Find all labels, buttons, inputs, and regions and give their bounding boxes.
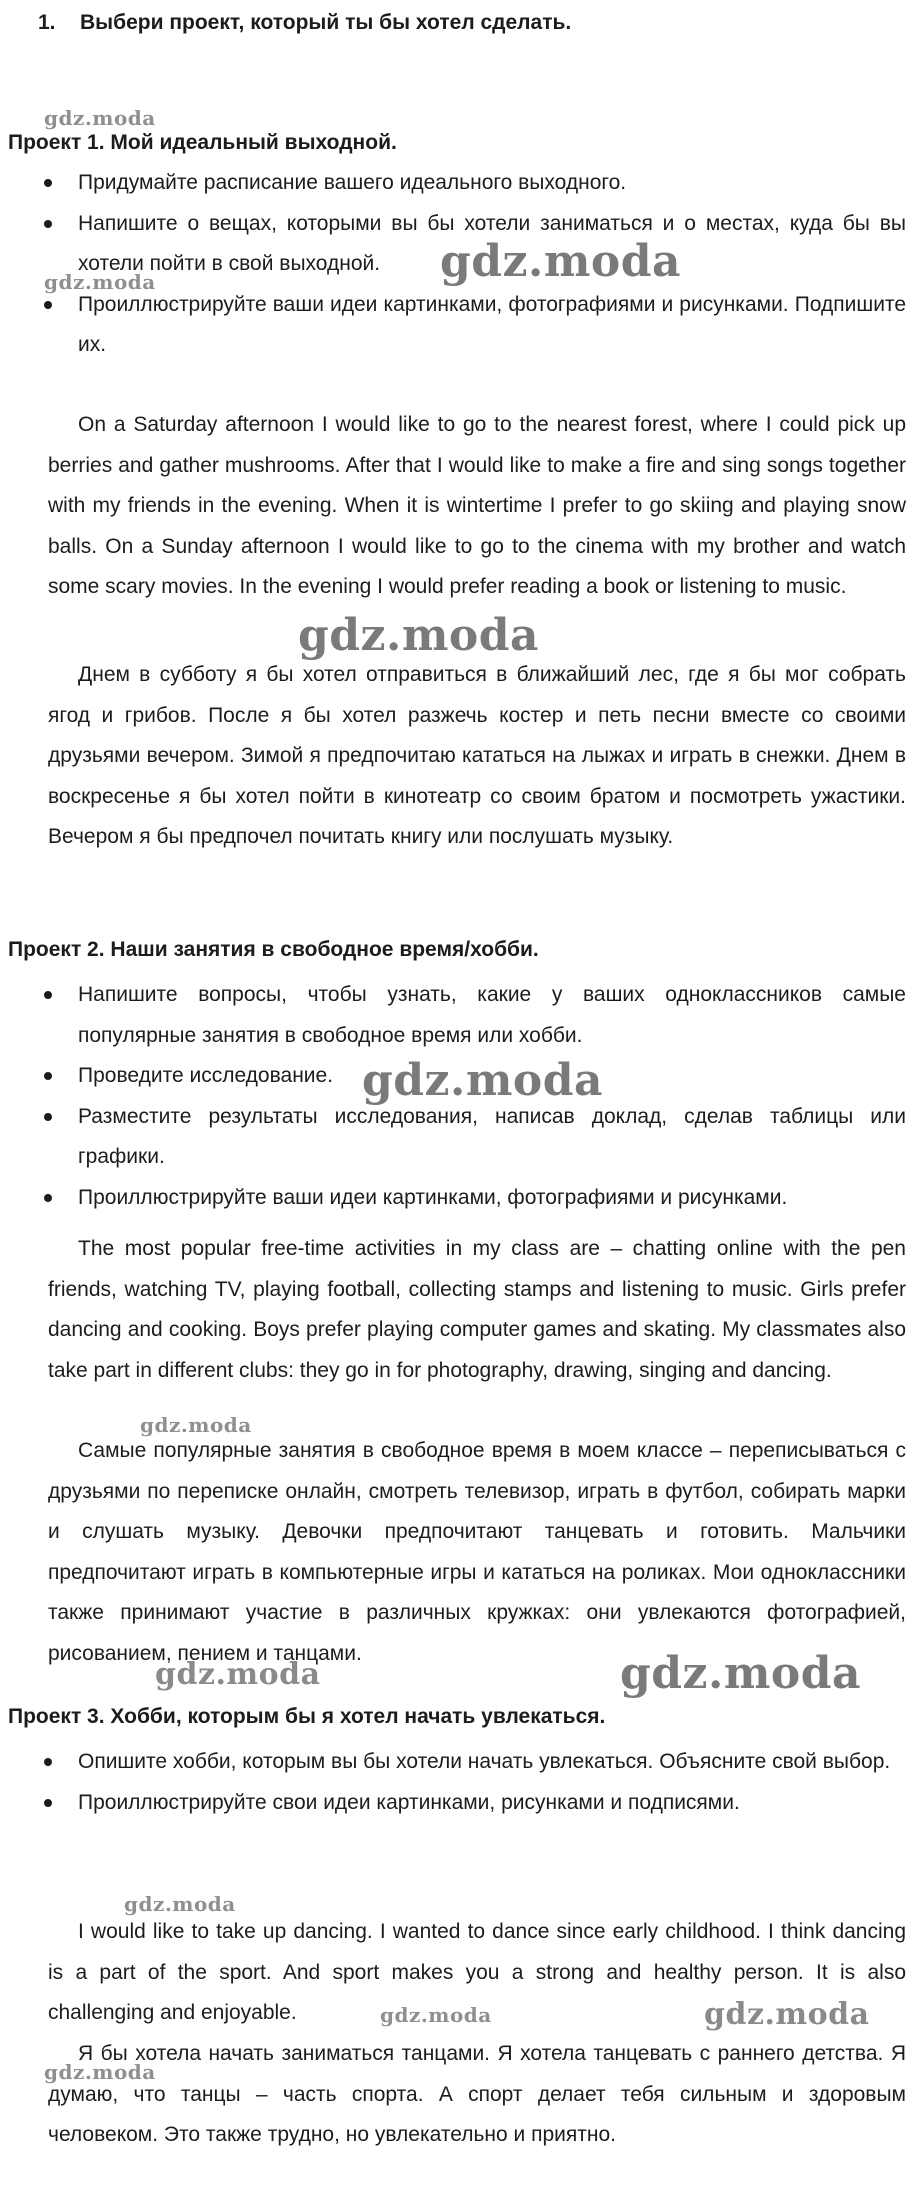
watermark: gdz.moda — [620, 1648, 862, 1699]
list-item: Придумайте расписание вашего идеального выходного. — [44, 163, 906, 204]
project-2-answer-ru: Самые популярные занятия в свободное время в моем классе – переписываться с друзьями по переписке онлайн, смотреть телевизор, играть в футбол, собирать марки и слушать музыку. Девочки предпочитают танцевать и готовить. Мальчики предпочитают играть в компьютерные игры и кататься на роликах. Мои одноклассники также принимают участие в различных кружках: они увлекаются фотографией, рисованием, пением и танцами. — [48, 1439, 906, 1665]
project-2-answer-en: The most popular free-time activities in my class are – chatting online with the pen friends, watching TV, playing football, collecting stamps and listening to music. Girls prefer dancing and cooking. Boys prefer playing computer games and skating. My classmates also take part in different clubs: they go in for photography, drawing, singing and dancing. — [48, 1237, 906, 1382]
project-1-title: Проект 1. Мой идеальный выходной. — [8, 131, 397, 154]
list-item: Проиллюстрируйте ваши идеи картинками, фотографиями и рисунками. — [44, 1178, 906, 1219]
list-item: Напишите вопросы, чтобы узнать, какие у ваших одноклассников самые популярные занятия в свободное время или хобби. — [44, 975, 906, 1056]
watermark: gdz.moda — [140, 1413, 252, 1437]
project-3-answer-en: I would like to take up dancing. I wanted to dance since early childhood. I think dancing is a part of the sport. And sport makes you a strong and healthy person. It is also challenging and enjoyable. — [48, 1920, 906, 2024]
list-item: Проиллюстрируйте свои идеи картинками, рисунками и подписями. — [44, 1783, 906, 1824]
project-2-title: Проект 2. Наши занятия в свободное время/хобби. — [8, 938, 539, 961]
project-3-answer-ru: Я бы хотела начать заниматься танцами. Я хотела танцевать с раннего детства. Я думаю, что танцы – часть спорта. А спорт делает тебя сильным и здоровым человеком. Это также трудно, но увлекательно и приятно. — [48, 2042, 906, 2146]
watermark: gdz.moda — [380, 2003, 492, 2027]
watermark: gdz.moda — [44, 2060, 156, 2084]
project-1-answer-en: On a Saturday afternoon I would like to go to the nearest forest, where I could pick up berries and gather mushrooms. After that I would like to make a fire and sing songs together with my friends in the evening. When it is wintertime I prefer to go skiing and playing snow balls. On a Sunday afternoon I would like to go to the cinema with my brother and watch some scary movies. In the evening I would prefer reading a book or listening to music. — [48, 413, 906, 598]
watermark: gdz.moda — [704, 1997, 870, 2032]
bullet-icon — [44, 1194, 52, 1202]
watermark: gdz.moda — [44, 270, 156, 294]
project-1-answer-ru: Днем в субботу я бы хотел отправиться в ближайший лес, где я бы мог собрать ягод и грибов. После я бы хотел разжечь костер и петь песни вместе со своими друзьями вечером. Зимой я предпочитаю кататься на лыжах и играть в снежки. Днем в воскресенье я бы хотел пойти в кинотеатр со своим братом и посмотреть ужастики. Вечером я бы предпочел почитать книгу или послушать музыку. — [48, 663, 906, 848]
list-item: Разместите результаты исследования, написав доклад, сделав таблицы или графики. — [44, 1097, 906, 1178]
bullet-icon — [44, 179, 52, 187]
bullet-icon — [44, 1072, 52, 1080]
watermark: gdz.moda — [440, 236, 682, 287]
bullet-icon — [44, 1113, 52, 1121]
list-item: Опишите хобби, которым вы бы хотели начать увлекаться. Объясните свой выбор. — [44, 1742, 906, 1783]
task-line — [38, 8, 571, 38]
bullet-icon — [44, 991, 52, 999]
task-number: 1. — [38, 11, 56, 34]
bullet-icon — [44, 1799, 52, 1807]
watermark: gdz.moda — [44, 106, 156, 130]
project-3-title: Проект 3. Хобби, которым бы я хотел начать увлекаться. — [8, 1705, 606, 1728]
task-text: Выбери проект, который ты бы хотел сделать. — [80, 11, 572, 34]
bullet-icon — [44, 1758, 52, 1766]
list-item: Проиллюстрируйте ваши идеи картинками, фотографиями и рисунками. Подпишите их. — [44, 285, 906, 366]
watermark: gdz.moda — [362, 1055, 604, 1106]
bullet-icon — [44, 220, 52, 228]
project-3-tasks — [44, 1742, 906, 1823]
list-item: Напишите о вещах, которыми вы бы хотели заниматься и о местах, куда бы вы хотели пойти в свой выходной. — [44, 204, 906, 285]
list-item: Проведите исследование. — [44, 1056, 906, 1097]
watermark: gdz.moda — [155, 1657, 321, 1692]
bullet-icon — [44, 301, 52, 309]
watermark: gdz.moda — [298, 610, 540, 661]
watermark: gdz.moda — [124, 1892, 236, 1916]
